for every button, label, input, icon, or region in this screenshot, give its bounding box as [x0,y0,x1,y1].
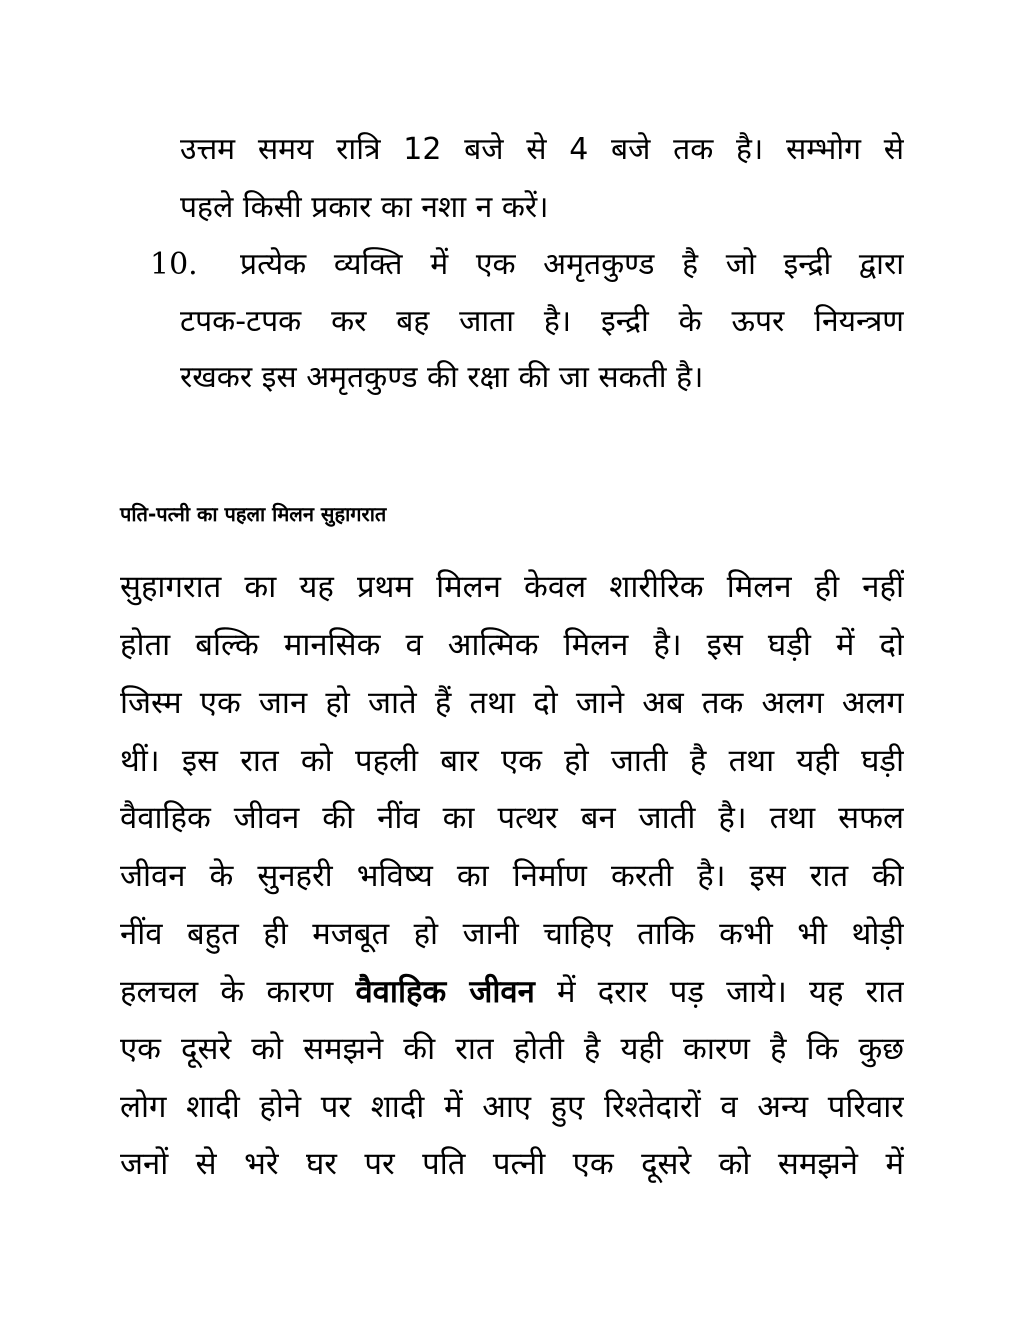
item-line-2: टपक-टपक कर बह जाता है। इन्द्री के ऊपर नियन्त्रण [180,304,904,339]
item-line-3: रखकर इस अमृतकुण्ड की रक्षा की जा सकती है। [180,360,704,395]
continuation-line-1: उत्तम समय रात्रि 12 बजे से 4 बजे तक है। सम्भोग से [180,132,904,167]
paragraph-line-11: जनों से भरे घर पर पति पत्नी एक दूसरे को समझने में [120,1146,904,1182]
line-8-text-end: में दरार पड़ जाये। यह रात [534,974,904,1010]
paragraph-line-8 [120,970,904,1014]
paragraph-line-4: थीं। इस रात को पहली बार एक हो जाती है तथा यही घड़ी [120,743,904,779]
paragraph-line-5: वैवाहिक जीवन की नींव का पत्थर बन जाती है। तथा सफल [120,800,904,836]
paragraph-line-10: लोग शादी होने पर शादी में आए हुए रिश्तेदारों व अन्य परिवार [120,1089,904,1125]
paragraph-line-7: नींव बहुत ही मजबूत हो जानी चाहिए ताकि कभी भी थोड़ी [120,916,904,952]
paragraph-line-9: एक दूसरे को समझने की रात होती है यही कारण है कि कुछ [120,1031,904,1067]
section-heading: पति-पत्नी का पहला मिलन सुहागरात [120,502,387,526]
item-number: 10. [150,247,198,282]
paragraph-line-6: जीवन के सुनहरी भविष्य का निर्माण करती है। इस रात की [120,858,904,894]
item-line-1: प्रत्येक व्यक्ति में एक अमृतकुण्ड है जो इन्द्री द्वारा [240,247,904,282]
line-8-text-start: हलचल के कारण [120,974,356,1010]
bold-phrase: वैवाहिक जीवन [355,974,535,1010]
paragraph-line-1: सुहागरात का यह प्रथम मिलन केवल शारीरिक मिलन ही नहीं [120,569,904,605]
paragraph-line-2: होता बल्कि मानसिक व आत्मिक मिलन है। इस घड़ी में दो [120,627,904,663]
paragraph-line-3: जिस्म एक जान हो जाते हैं तथा दो जाने अब तक अलग अलग [120,685,904,721]
continuation-line-2: पहले किसी प्रकार का नशा न करें। [180,190,549,225]
